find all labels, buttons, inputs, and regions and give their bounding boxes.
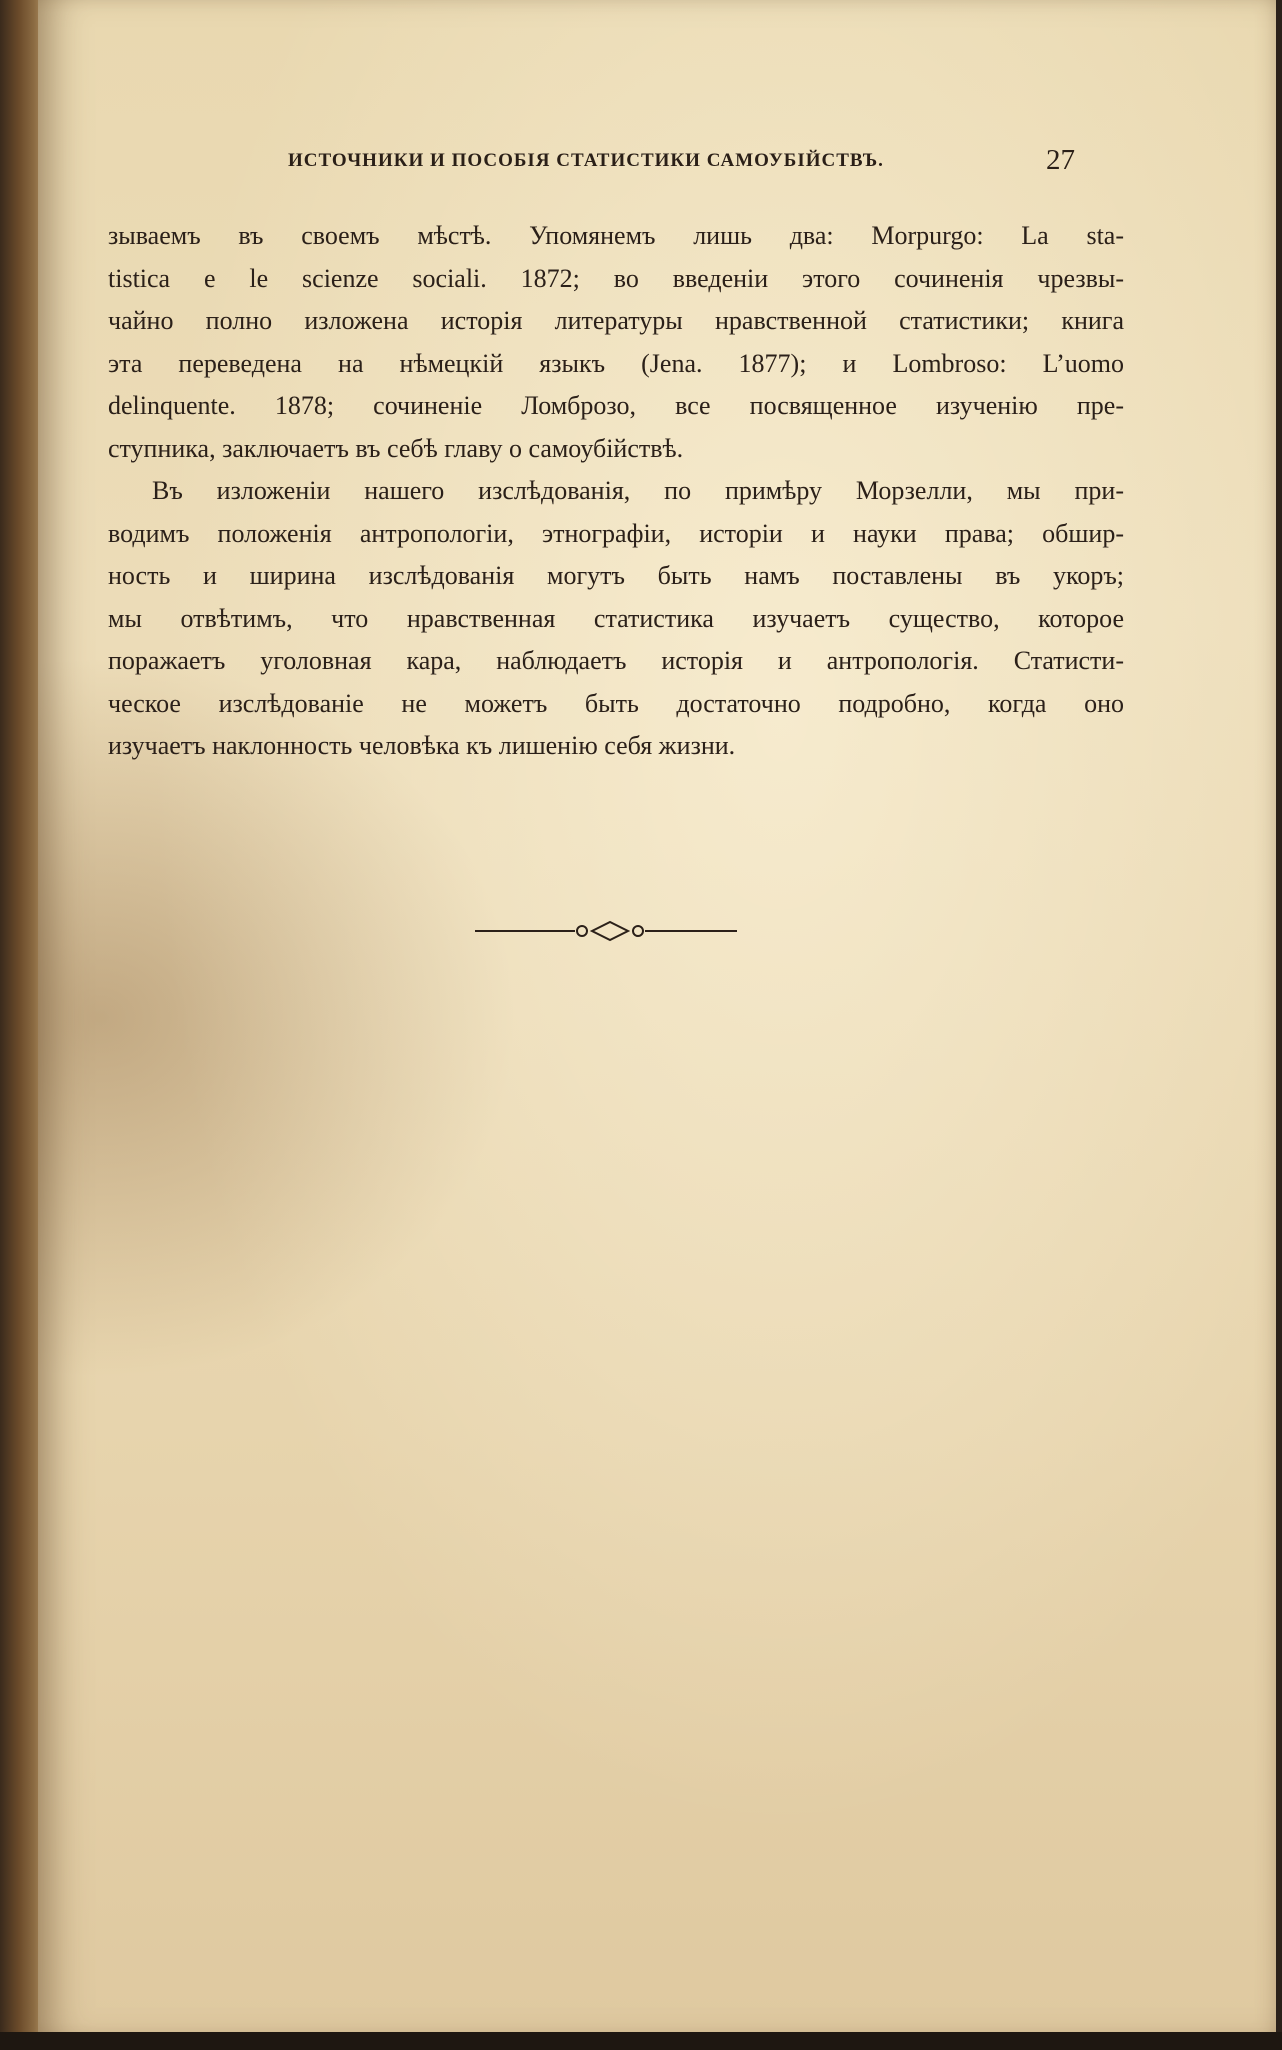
- page-bottom-edge: [0, 2032, 1282, 2050]
- paragraph-1: [108, 215, 1124, 470]
- text-line: поражаетъ уголовная кара, наблюдаетъ исторія и антропологія. Статисти-: [108, 646, 1124, 675]
- page-number: 27: [1046, 144, 1075, 176]
- book-binding: [0, 0, 42, 2050]
- text-line: Въ изложеніи нашего изслѣдованія, по примѣру Морзелли, мы при-: [152, 476, 1124, 505]
- text-line: эта переведена на нѣмецкій языкъ (Jena. 1877); и Lombroso: L’uomo: [108, 348, 1124, 378]
- running-title: ИСТОЧНИКИ И ПОСОБІЯ СТАТИСТИКИ САМОУБІЙСТВЪ.: [288, 150, 884, 171]
- book-page: [38, 0, 1276, 2035]
- text-line: delinquente. 1878; сочиненіе Ломброзо, все посвященное изученію пре-: [108, 391, 1124, 420]
- page-header: [38, 144, 1276, 186]
- text-line: мы отвѣтимъ, что нравственная статистика изучаетъ существо, которое: [108, 603, 1124, 633]
- text-line: водимъ положенія антропологіи, этнографіи, исторіи и науки права; обшир-: [108, 518, 1124, 548]
- paragraph-2: [108, 470, 1124, 768]
- text-line: чайно полно изложена исторія литературы нравственной статистики; книга: [108, 306, 1124, 335]
- ornamental-divider: [475, 918, 745, 944]
- text-line: зываемъ въ своемъ мѣстѣ. Упомянемъ лишь два: Morpurgo: La sta-: [108, 221, 1124, 250]
- body-text: [108, 215, 1124, 768]
- text-line: ступника, заключаетъ въ себѣ главу о самоубійствѣ.: [108, 433, 684, 463]
- text-line: изучаетъ наклонность человѣка къ лишенію себя жизни.: [108, 731, 736, 760]
- text-line: ческое изслѣдованіе не можетъ быть достаточно подробно, когда оно: [108, 688, 1124, 718]
- text-line: tistica e le scienze sociali. 1872; во введеніи этого сочиненія чрезвы-: [108, 263, 1124, 293]
- text-line: ность и ширина изслѣдованія могутъ быть намъ поставлены въ укоръ;: [108, 561, 1124, 590]
